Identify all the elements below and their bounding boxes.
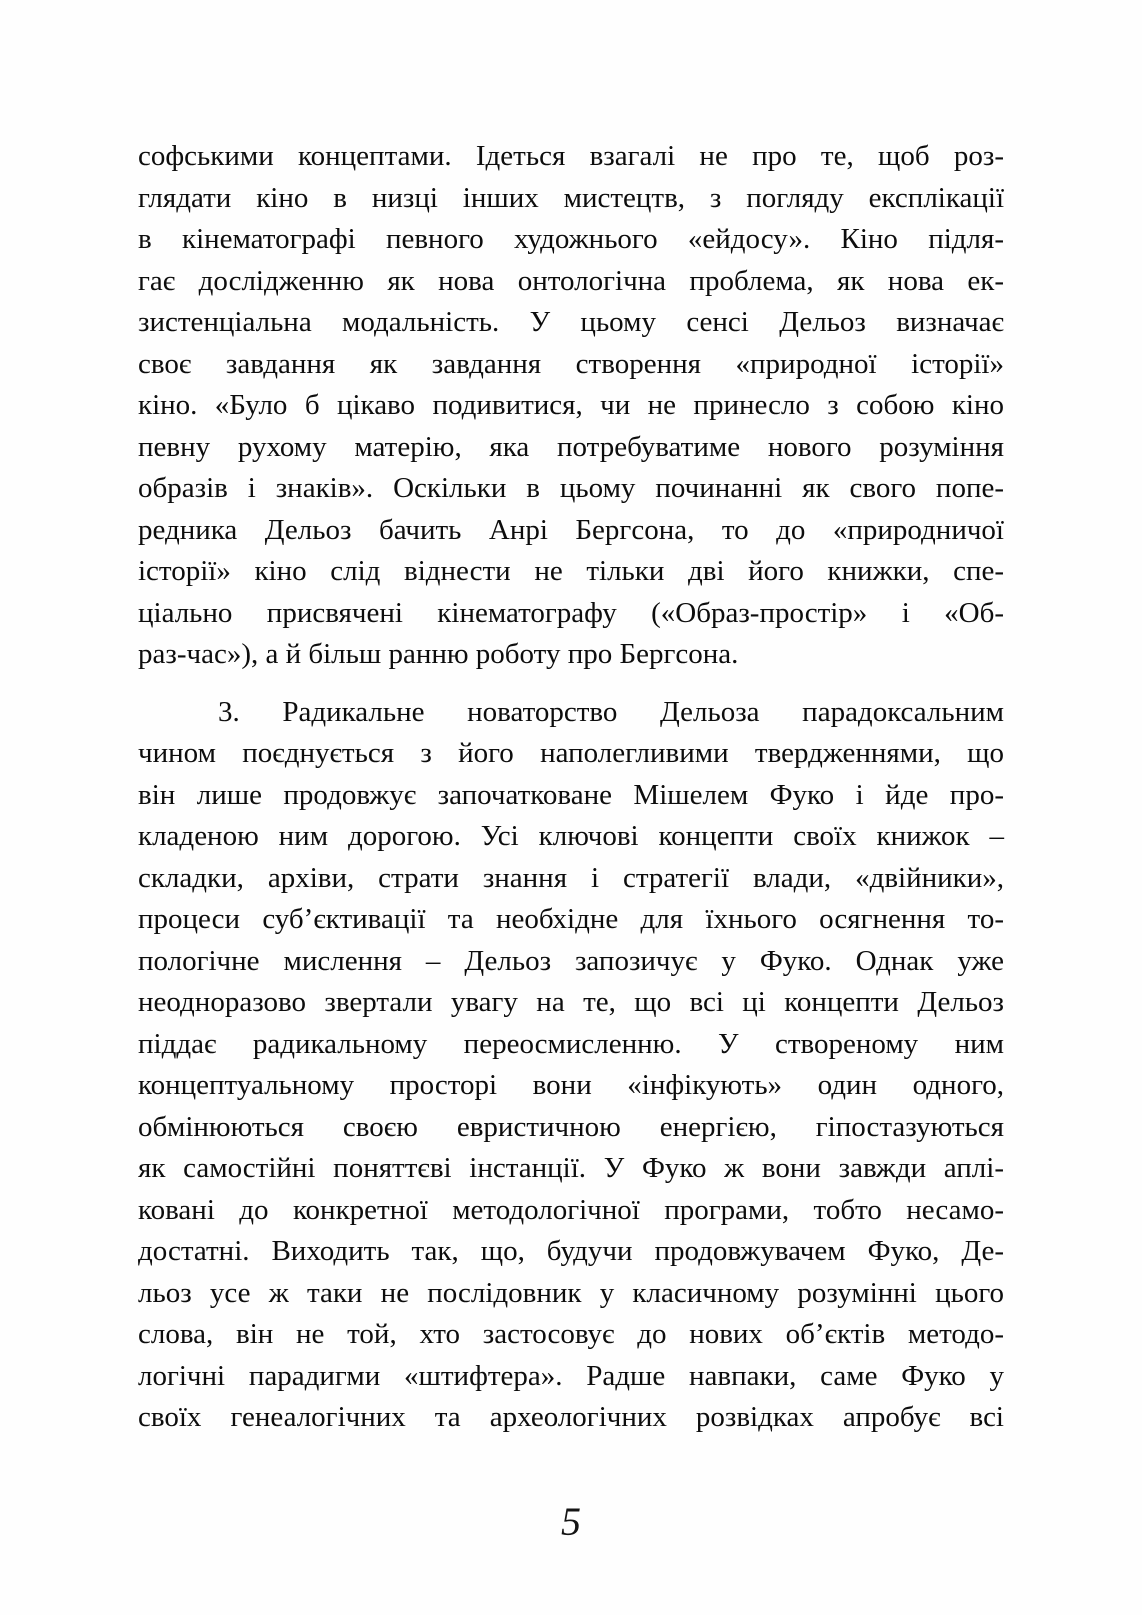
text-line: концептуальному просторі вони «інфікують» один одного, — [138, 1069, 1004, 1101]
text-line: складки, архіви, страти знання і стратегії влади, «двійники», — [138, 861, 1004, 894]
text-line: неодноразово звертали увагу на те, що всі ці концепти Дельоз — [138, 986, 1004, 1018]
text-line: гає дослідженню як нова онтологічна проблема, як нова ек- — [138, 264, 1004, 297]
text-line: ковані до конкретної методологічної програми, тобто несамо- — [138, 1193, 1004, 1226]
text-line: кладеною ним дорогою. Усі ключові концепти своїх книжок – — [138, 820, 1004, 852]
text-line: ціально присвячені кінематографу («Образ-простір» і «Об- — [138, 596, 1004, 629]
text-line: кіно. «Було б цікаво подивитися, чи не принесло з собою кіно — [138, 389, 1004, 421]
text-line: своє завдання як завдання створення «природної історії» — [138, 347, 1004, 380]
body-text-block — [138, 136, 1004, 1439]
text-line: піддає радикальному переосмисленню. У створеному ним — [138, 1027, 1004, 1060]
paragraph — [138, 136, 1004, 676]
text-line: певну рухому матерію, яка потребуватиме нового розуміння — [138, 430, 1004, 463]
text-line: глядати кіно в низці інших мистецтв, з погляду експлікації — [138, 181, 1004, 214]
text-line: він лише продовжує започатковане Мішелем Фуко і йде про- — [138, 778, 1004, 811]
text-line: редника Дельоз бачить Анрі Бергсона, то до «природничої — [138, 513, 1004, 546]
text-line: льоз усе ж таки не послідовник у класичному розумінні цього — [138, 1276, 1004, 1309]
text-line: як самостійні поняттєві інстанції. У Фуко ж вони завжди аплі- — [138, 1152, 1004, 1184]
text-line: софськими концептами. Ідеться взагалі не про те, щоб роз- — [138, 140, 1004, 172]
text-line: історії» кіно слід віднести не тільки дві його книжки, спе- — [138, 555, 1004, 587]
paragraph — [138, 692, 1004, 1439]
text-line: чином поєднується з його наполегливими твердженнями, що — [138, 737, 1004, 769]
text-line: своїх генеалогічних та археологічних розвідках апробує всі — [138, 1401, 1004, 1433]
page-number: 5 — [561, 1499, 581, 1544]
text-line: процеси суб’єктивації та необхідне для їхнього осягнення то- — [138, 903, 1004, 935]
text-line: обмінюються своєю евристичною енергією, гіпостазуються — [138, 1110, 1004, 1143]
text-line: достатні. Виходить так, що, будучи продовжувачем Фуко, Де- — [138, 1235, 1004, 1267]
text-line: образів і знаків». Оскільки в цьому починанні як свого попе- — [138, 472, 1004, 504]
text-line: в кінематографі певного художнього «ейдосу». Кіно підля- — [138, 223, 1004, 255]
text-line: 3. Радикальне новаторство Дельоза парадоксальним — [218, 695, 1004, 728]
text-line: раз-час»), а й більш ранню роботу про Бергсона. — [138, 638, 739, 670]
text-line: пологічне мислення – Дельоз запозичує у Фуко. Однак уже — [138, 944, 1004, 977]
text-line: слова, він не той, хто застосовує до нових об’єктів методо- — [138, 1318, 1004, 1350]
text-line: логічні парадигми «штифтера». Радше навпаки, саме Фуко у — [138, 1359, 1004, 1392]
text-line: зистенціальна модальність. У цьому сенсі Дельоз визначає — [138, 306, 1004, 338]
